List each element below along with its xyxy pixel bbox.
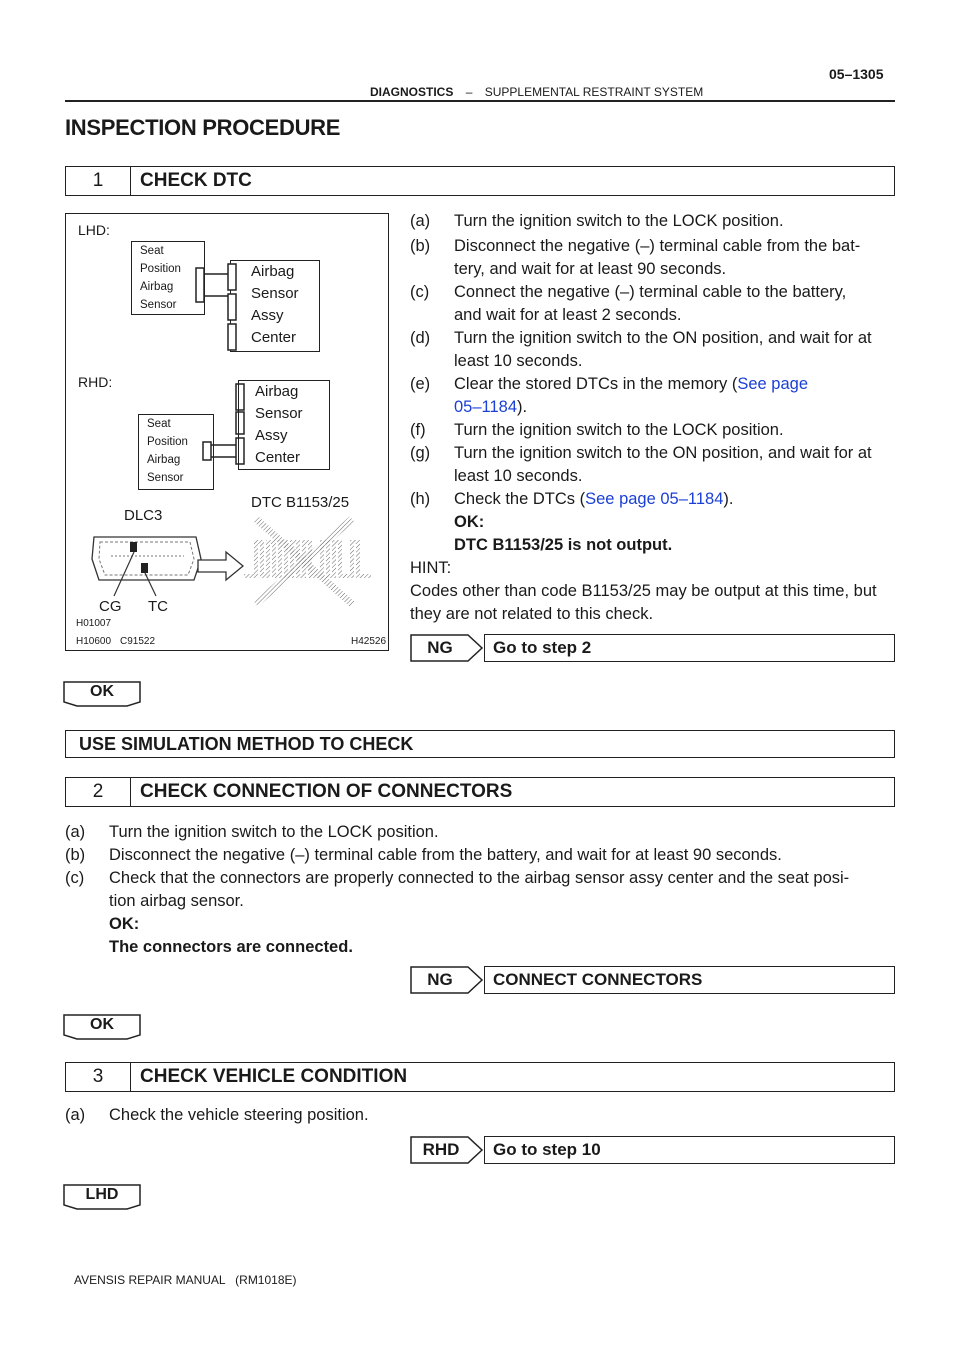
step-2-label: CHECK CONNECTION OF CONNECTORS xyxy=(140,781,513,802)
ok-condition: DTC B1153/25 is not output. xyxy=(454,536,673,554)
ok-label: OK xyxy=(90,1016,114,1033)
seat-sensor-line-4: Sensor xyxy=(147,472,184,484)
step-2-item-b: (b) Disconnect the negative (–) terminal cable from the battery, and wait for at least 90 seconds. xyxy=(65,846,782,864)
figure-ref-code: H42526 xyxy=(351,636,387,647)
figure-ref-code: C91522 xyxy=(120,636,156,647)
see-page-link[interactable]: See page 05–1184 xyxy=(585,490,724,508)
step-1-item-d: (d) Turn the ignition switch to the ON position, and wait for at least 10 seconds. xyxy=(410,329,872,370)
seat-sensor-line-4: Sensor xyxy=(140,299,177,311)
step-1-header xyxy=(65,166,895,196)
seat-sensor-line-3: Airbag xyxy=(140,281,174,293)
hint-label: HINT: xyxy=(410,559,452,577)
rhd-branch-step-3 xyxy=(410,1136,895,1164)
step-3-header xyxy=(65,1062,895,1092)
hint-text-line-1: Codes other than code B1153/25 may be output at this time, but xyxy=(410,582,877,600)
hint-text-line-2: they are not related to this check. xyxy=(410,605,654,623)
seat-sensor-line-2: Position xyxy=(147,436,188,448)
airbag-line-2: Sensor xyxy=(251,285,299,302)
header-rule xyxy=(65,100,895,102)
rhd-tag: RHD xyxy=(422,1140,460,1159)
ng-action-connect-connectors[interactable]: CONNECT CONNECTORS xyxy=(484,966,895,994)
ok-tab-2 xyxy=(63,1014,141,1040)
ng-tag: NG xyxy=(427,970,453,989)
seat-sensor-line-2: Position xyxy=(140,263,181,275)
page-footer: AVENSIS REPAIR MANUAL (RM1018E) xyxy=(74,1273,297,1287)
step-1-number: 1 xyxy=(66,167,131,195)
running-header xyxy=(370,85,703,99)
header-section: DIAGNOSTICS xyxy=(370,85,454,99)
step-1-item-h: (h) Check the DTCs (See page 05–1184). OK: DTC B1153/25 is not output. xyxy=(410,488,895,557)
ok-label: OK xyxy=(90,683,114,700)
tc-terminal-label: TC xyxy=(148,598,168,615)
lhd-figure-label: LHD: xyxy=(78,222,110,238)
ng-branch-step-2 xyxy=(410,966,895,994)
step-2-item-c: (c) Check that the connectors are properly connected to the airbag sensor assy center and the seat posi- tion airbag sensor. OK: The connectors are connected. xyxy=(65,867,895,959)
ng-action-go-to-step-2[interactable]: Go to step 2 xyxy=(484,634,895,662)
step-2-header xyxy=(65,777,895,807)
step-3-item-a: (a) Check the vehicle steering position. xyxy=(65,1106,369,1124)
connector-figure xyxy=(65,213,389,651)
step-1-item-c: (c) Connect the negative (–) terminal cable to the battery, and wait for at least 2 seconds. xyxy=(410,283,847,324)
dlc3-and-signal-drawing xyxy=(66,214,390,652)
cg-terminal-label: CG xyxy=(99,598,122,615)
airbag-line-4: Center xyxy=(251,329,297,346)
airbag-line-4: Center xyxy=(255,449,301,466)
step-1-item-g: (g) Turn the ignition switch to the ON position, and wait for at least 10 seconds. xyxy=(410,444,872,485)
ok-tab-1 xyxy=(63,681,141,707)
step-2-item-a: (a) Turn the ignition switch to the LOCK position. xyxy=(65,823,439,841)
rhd-figure-label: RHD: xyxy=(78,374,113,390)
page-title: INSPECTION PROCEDURE xyxy=(65,115,341,140)
step-2-number: 2 xyxy=(66,778,131,806)
ok-label: OK: xyxy=(454,513,485,531)
figure-ref-code: H10600 xyxy=(76,636,112,647)
ng-tag: NG xyxy=(427,638,453,657)
seat-sensor-line-1: Seat xyxy=(147,418,171,430)
airbag-line-1: Airbag xyxy=(255,383,299,400)
step-1-item-a: (a) Turn the ignition switch to the LOCK position. xyxy=(410,212,784,230)
rhd-action-go-to-step-10[interactable]: Go to step 10 xyxy=(484,1136,895,1164)
step-1-item-f: (f) Turn the ignition switch to the LOCK position. xyxy=(410,421,784,439)
figure-ref-code: H01007 xyxy=(76,618,112,629)
see-page-link[interactable]: See page xyxy=(737,375,808,393)
seat-sensor-line-1: Seat xyxy=(140,245,164,257)
header-separator: – xyxy=(465,85,473,99)
ok-label: OK: xyxy=(109,915,140,933)
airbag-line-3: Assy xyxy=(255,427,288,444)
simulation-method-banner: USE SIMULATION METHOD TO CHECK xyxy=(65,730,895,758)
airbag-line-3: Assy xyxy=(251,307,284,324)
airbag-line-1: Airbag xyxy=(251,263,295,280)
airbag-line-2: Sensor xyxy=(255,405,303,422)
ng-branch-step-1 xyxy=(410,634,895,662)
lhd-label: LHD xyxy=(85,1186,119,1203)
dtc-code-label: DTC B1153/25 xyxy=(251,494,350,511)
step-1-item-e: (e) Clear the stored DTCs in the memory (See page 05–1184). xyxy=(410,375,808,416)
page-number: 05–1305 xyxy=(829,66,884,82)
dlc3-label: DLC3 xyxy=(124,507,163,524)
lhd-tab xyxy=(63,1184,141,1210)
header-subsection: SUPPLEMENTAL RESTRAINT SYSTEM xyxy=(484,85,704,99)
step-3-label: CHECK VEHICLE CONDITION xyxy=(140,1066,408,1087)
page-05-1184-link[interactable]: 05–1184 xyxy=(454,398,518,416)
seat-sensor-line-3: Airbag xyxy=(147,454,181,466)
step-1-item-b: (b) Disconnect the negative (–) terminal cable from the bat- tery, and wait for at least 90 seconds. xyxy=(410,237,861,278)
step-3-number: 3 xyxy=(66,1063,131,1091)
step-1-label: CHECK DTC xyxy=(140,170,252,191)
ok-condition: The connectors are connected. xyxy=(109,938,353,956)
